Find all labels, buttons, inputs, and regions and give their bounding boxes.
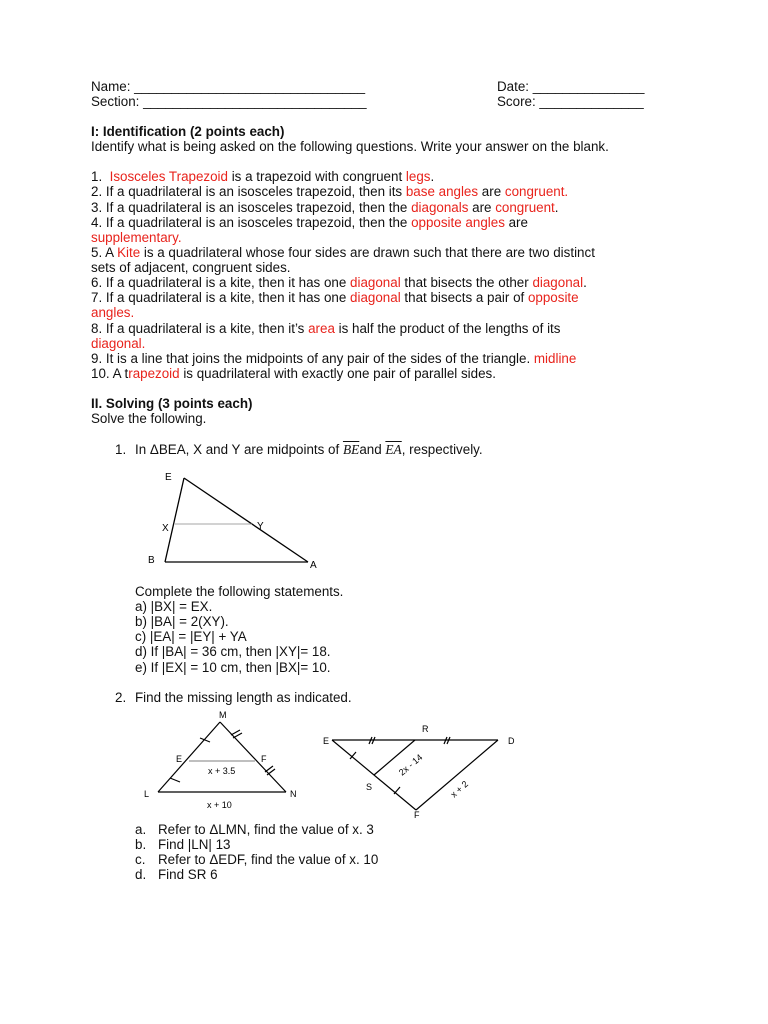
problem-2-text: Find the missing length as indicated.: [135, 690, 352, 705]
item-a-letter: a.: [135, 822, 147, 837]
question-5: 5. A Kite is a quadrilateral whose four sides are drawn such that there are two distinct: [91, 245, 595, 260]
item-d-text: Find SR 6: [158, 867, 218, 882]
item-a-text: Refer to ΔLMN, find the value of x. 3: [158, 822, 374, 837]
question-9: 9. It is a line that joins the midpoints of any pair of the sides of the triangle. midline: [91, 351, 577, 366]
answer: base angles: [405, 184, 479, 199]
answer: diagonal: [350, 275, 401, 290]
answer: congruent: [495, 200, 555, 215]
triangle-edf-figure: [320, 720, 525, 820]
section-field: Section: ______________________________: [91, 94, 367, 109]
vertex-label-m: M: [219, 710, 227, 720]
question-3: 3. If a quadrilateral is an isosceles trapezoid, then the diagonals are congruent.: [91, 200, 559, 215]
item-d-letter: d.: [135, 867, 147, 882]
problem-1-number: 1.: [115, 442, 127, 457]
vertex-label-d: D: [508, 736, 515, 746]
item-c-letter: c.: [135, 852, 146, 867]
item-c-text: Refer to ΔEDF, find the value of x. 10: [158, 852, 379, 867]
part2-title: II. Solving (3 points each): [91, 396, 253, 411]
part1-title: I: Identification (2 points each): [91, 124, 285, 139]
question-8-answer: diagonal.: [91, 336, 146, 351]
score-field: Score: ______________: [497, 94, 644, 109]
statement-c: c) |EA| = |EY| + YA: [135, 629, 247, 644]
answer: rapezoid: [128, 366, 180, 381]
answer: Isosceles Trapezoid: [109, 169, 228, 184]
point-label-y: Y: [257, 521, 264, 532]
answer: Kite: [117, 245, 141, 260]
answer: diagonal: [350, 290, 401, 305]
base-label: x + 10: [207, 800, 232, 810]
question-4: 4. If a quadrilateral is an isosceles trapezoid, then the opposite angles are: [91, 215, 528, 230]
vertex-label-n: N: [290, 789, 297, 799]
answer: opposite: [527, 290, 579, 305]
vertex-label-a: A: [310, 560, 317, 571]
segment-be: $\overline{BE}$: [342, 442, 360, 457]
segment-df-label: x + 2: [448, 778, 471, 800]
part1-instructions: Identify what is being asked on the following questions. Write your answer on the blank.: [91, 139, 609, 154]
answer: diagonal: [532, 275, 584, 290]
question-10: 10. A trapezoid is quadrilateral with exactly one pair of parallel sides.: [91, 366, 496, 381]
problem-1-text: In ΔBEA, X and Y are midpoints of $\overline{BE}and$ $\overline{EA}$, respectively.: [135, 442, 483, 457]
answer: area: [308, 321, 335, 336]
vertex-label-e2: E: [323, 736, 330, 746]
point-label-s: S: [366, 782, 373, 792]
statement-a: a) |BX| = EX.: [135, 599, 213, 614]
statement-d: d) If |BA| = 36 cm, then |XY|= 18.: [135, 644, 331, 659]
statement-b: b) |BA| = 2(XY).: [135, 614, 229, 629]
answer: legs: [405, 169, 431, 184]
question-7-answer: angles.: [91, 305, 135, 320]
point-label-r: R: [422, 724, 429, 734]
complete-statements-label: Complete the following statements.: [135, 584, 344, 599]
answer: congruent.: [504, 184, 569, 199]
point-label-e: E: [176, 754, 183, 764]
statement-e: e) If |EX| = 10 cm, then |BX|= 10.: [135, 660, 331, 675]
problem-2-number: 2.: [115, 690, 127, 705]
point-label-x: X: [162, 523, 169, 534]
vertex-label-f: F: [414, 810, 420, 820]
point-label-f: F: [261, 754, 267, 764]
side-eb: [165, 478, 184, 562]
part2-instructions: Solve the following.: [91, 411, 207, 426]
item-b-letter: b.: [135, 837, 147, 852]
segment-rs-label: 2x - 14: [396, 752, 425, 778]
vertex-label-b: B: [148, 555, 155, 566]
vertex-label-e: E: [165, 472, 172, 483]
item-b-text: Find |LN| 13: [158, 837, 231, 852]
answer: opposite angles: [411, 215, 505, 230]
question-7: 7. If a quadrilateral is a kite, then it has one diagonal that bisects a pair of opposite: [91, 290, 579, 305]
date-field: Date: _______________: [497, 79, 645, 94]
question-6: 6. If a quadrilateral is a kite, then it has one diagonal that bisects the other diagonal.: [91, 275, 587, 290]
answer: diagonals: [411, 200, 469, 215]
question-8: 8. If a quadrilateral is a kite, then it’s area is half the product of the lengths of its: [91, 321, 561, 336]
triangle-lmn-figure: [140, 708, 305, 814]
answer: midline: [533, 351, 577, 366]
question-5-cont: sets of adjacent, congruent sides.: [91, 260, 291, 275]
question-2: 2. If a quadrilateral is an isosceles trapezoid, then its base angles are congruent.: [91, 184, 569, 199]
vertex-label-l: L: [144, 789, 150, 799]
question-4-answer: supplementary.: [91, 230, 182, 245]
name-field: Name: _______________________________: [91, 79, 366, 94]
side-ea: [184, 478, 308, 562]
midsegment-label: x + 3.5: [208, 766, 236, 776]
question-1: 1. Isosceles Trapezoid is a trapezoid with congruent legs.: [91, 169, 435, 184]
segment-ea: $\overline{EA}$: [385, 442, 402, 457]
triangle-bea-figure: [140, 465, 400, 585]
